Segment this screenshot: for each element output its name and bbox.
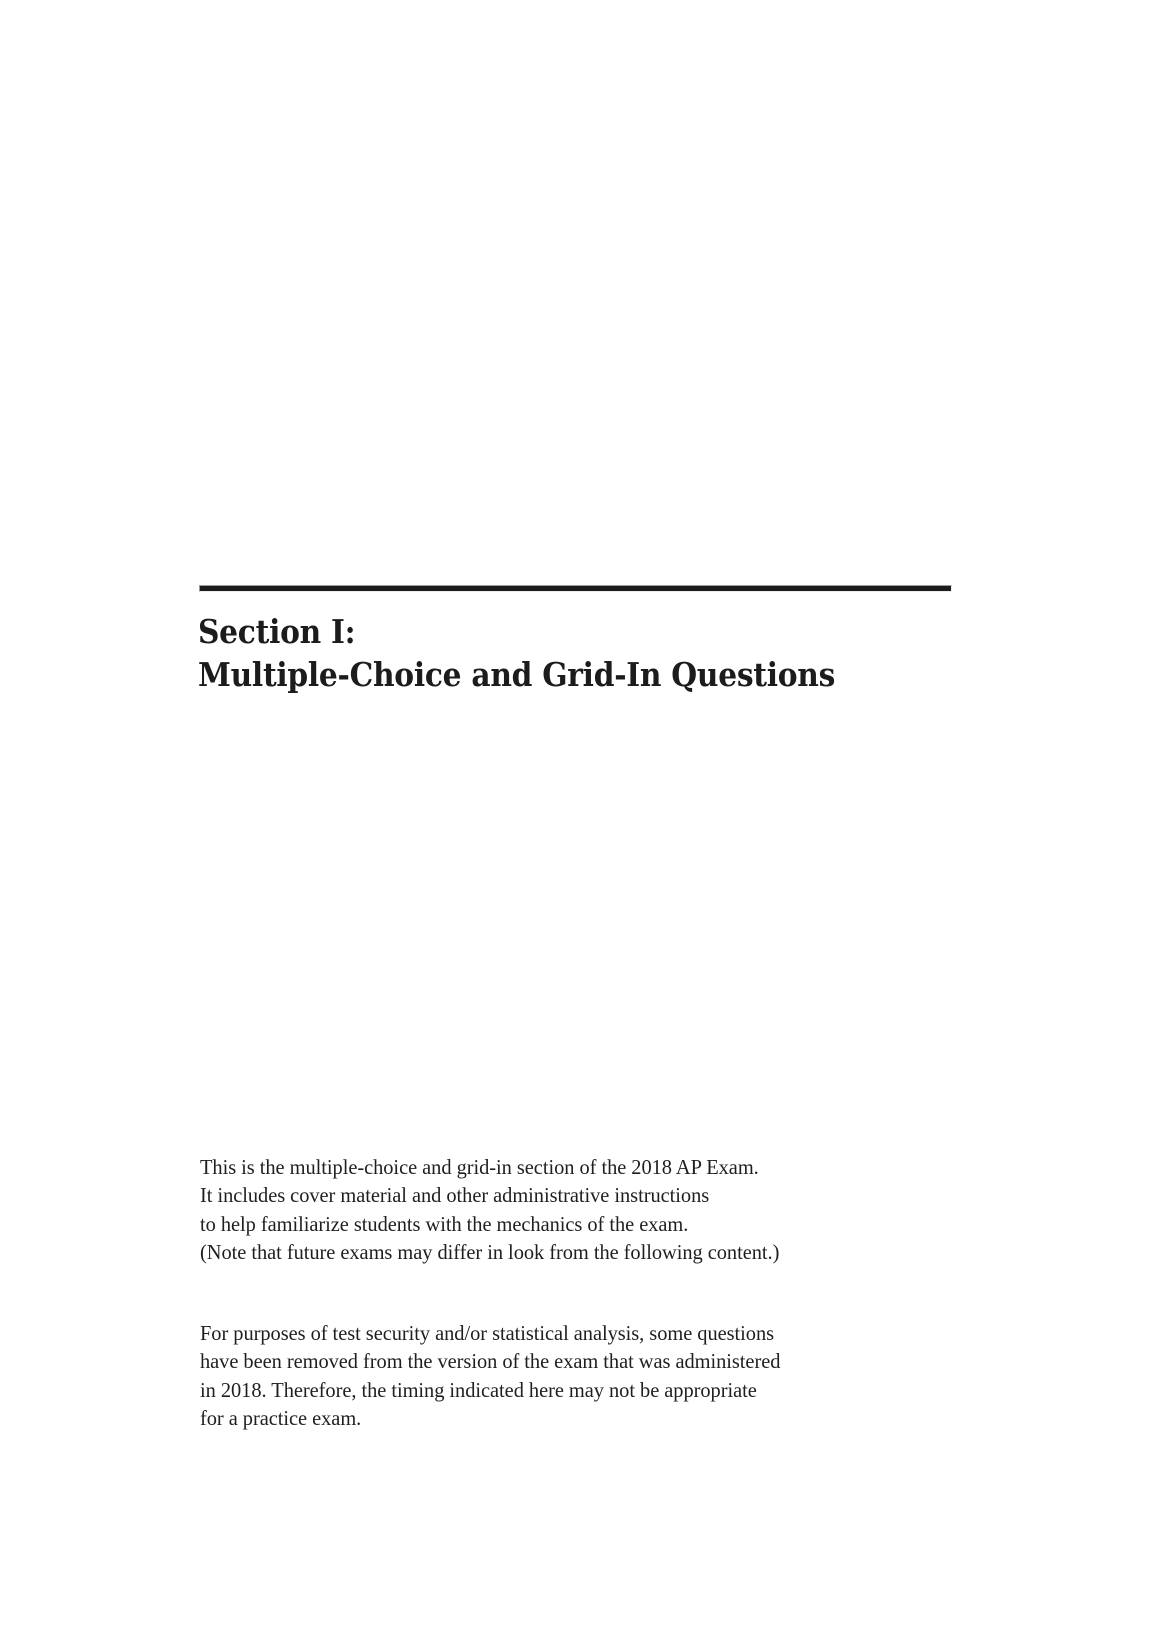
security-note-line-2: have been removed from the version of the exam that was administered	[200, 1349, 781, 1374]
section-divider-rule	[199, 585, 952, 592]
intro-line-1: This is the multiple-choice and grid-in section of the 2018 AP Exam.	[200, 1154, 759, 1179]
page-title-line-1: Section I:	[198, 612, 356, 652]
intro-line-2: It includes cover material and other administrative instructions	[200, 1183, 710, 1208]
security-note-line-1: For purposes of test security and/or statistical analysis, some questions	[200, 1320, 775, 1345]
security-note-line-3: in 2018. Therefore, the timing indicated here may not be appropriate	[200, 1377, 757, 1402]
intro-paragraph	[200, 1153, 865, 1267]
page-title	[198, 610, 918, 696]
security-note-line-4: for a practice exam.	[200, 1406, 362, 1431]
intro-line-3: to help familiarize students with the mechanics of the exam.	[200, 1211, 689, 1236]
security-note-paragraph	[200, 1319, 865, 1433]
page-title-line-2: Multiple-Choice and Grid-In Questions	[198, 655, 836, 695]
intro-line-4: (Note that future exams may differ in look from the following content.)	[200, 1240, 780, 1265]
